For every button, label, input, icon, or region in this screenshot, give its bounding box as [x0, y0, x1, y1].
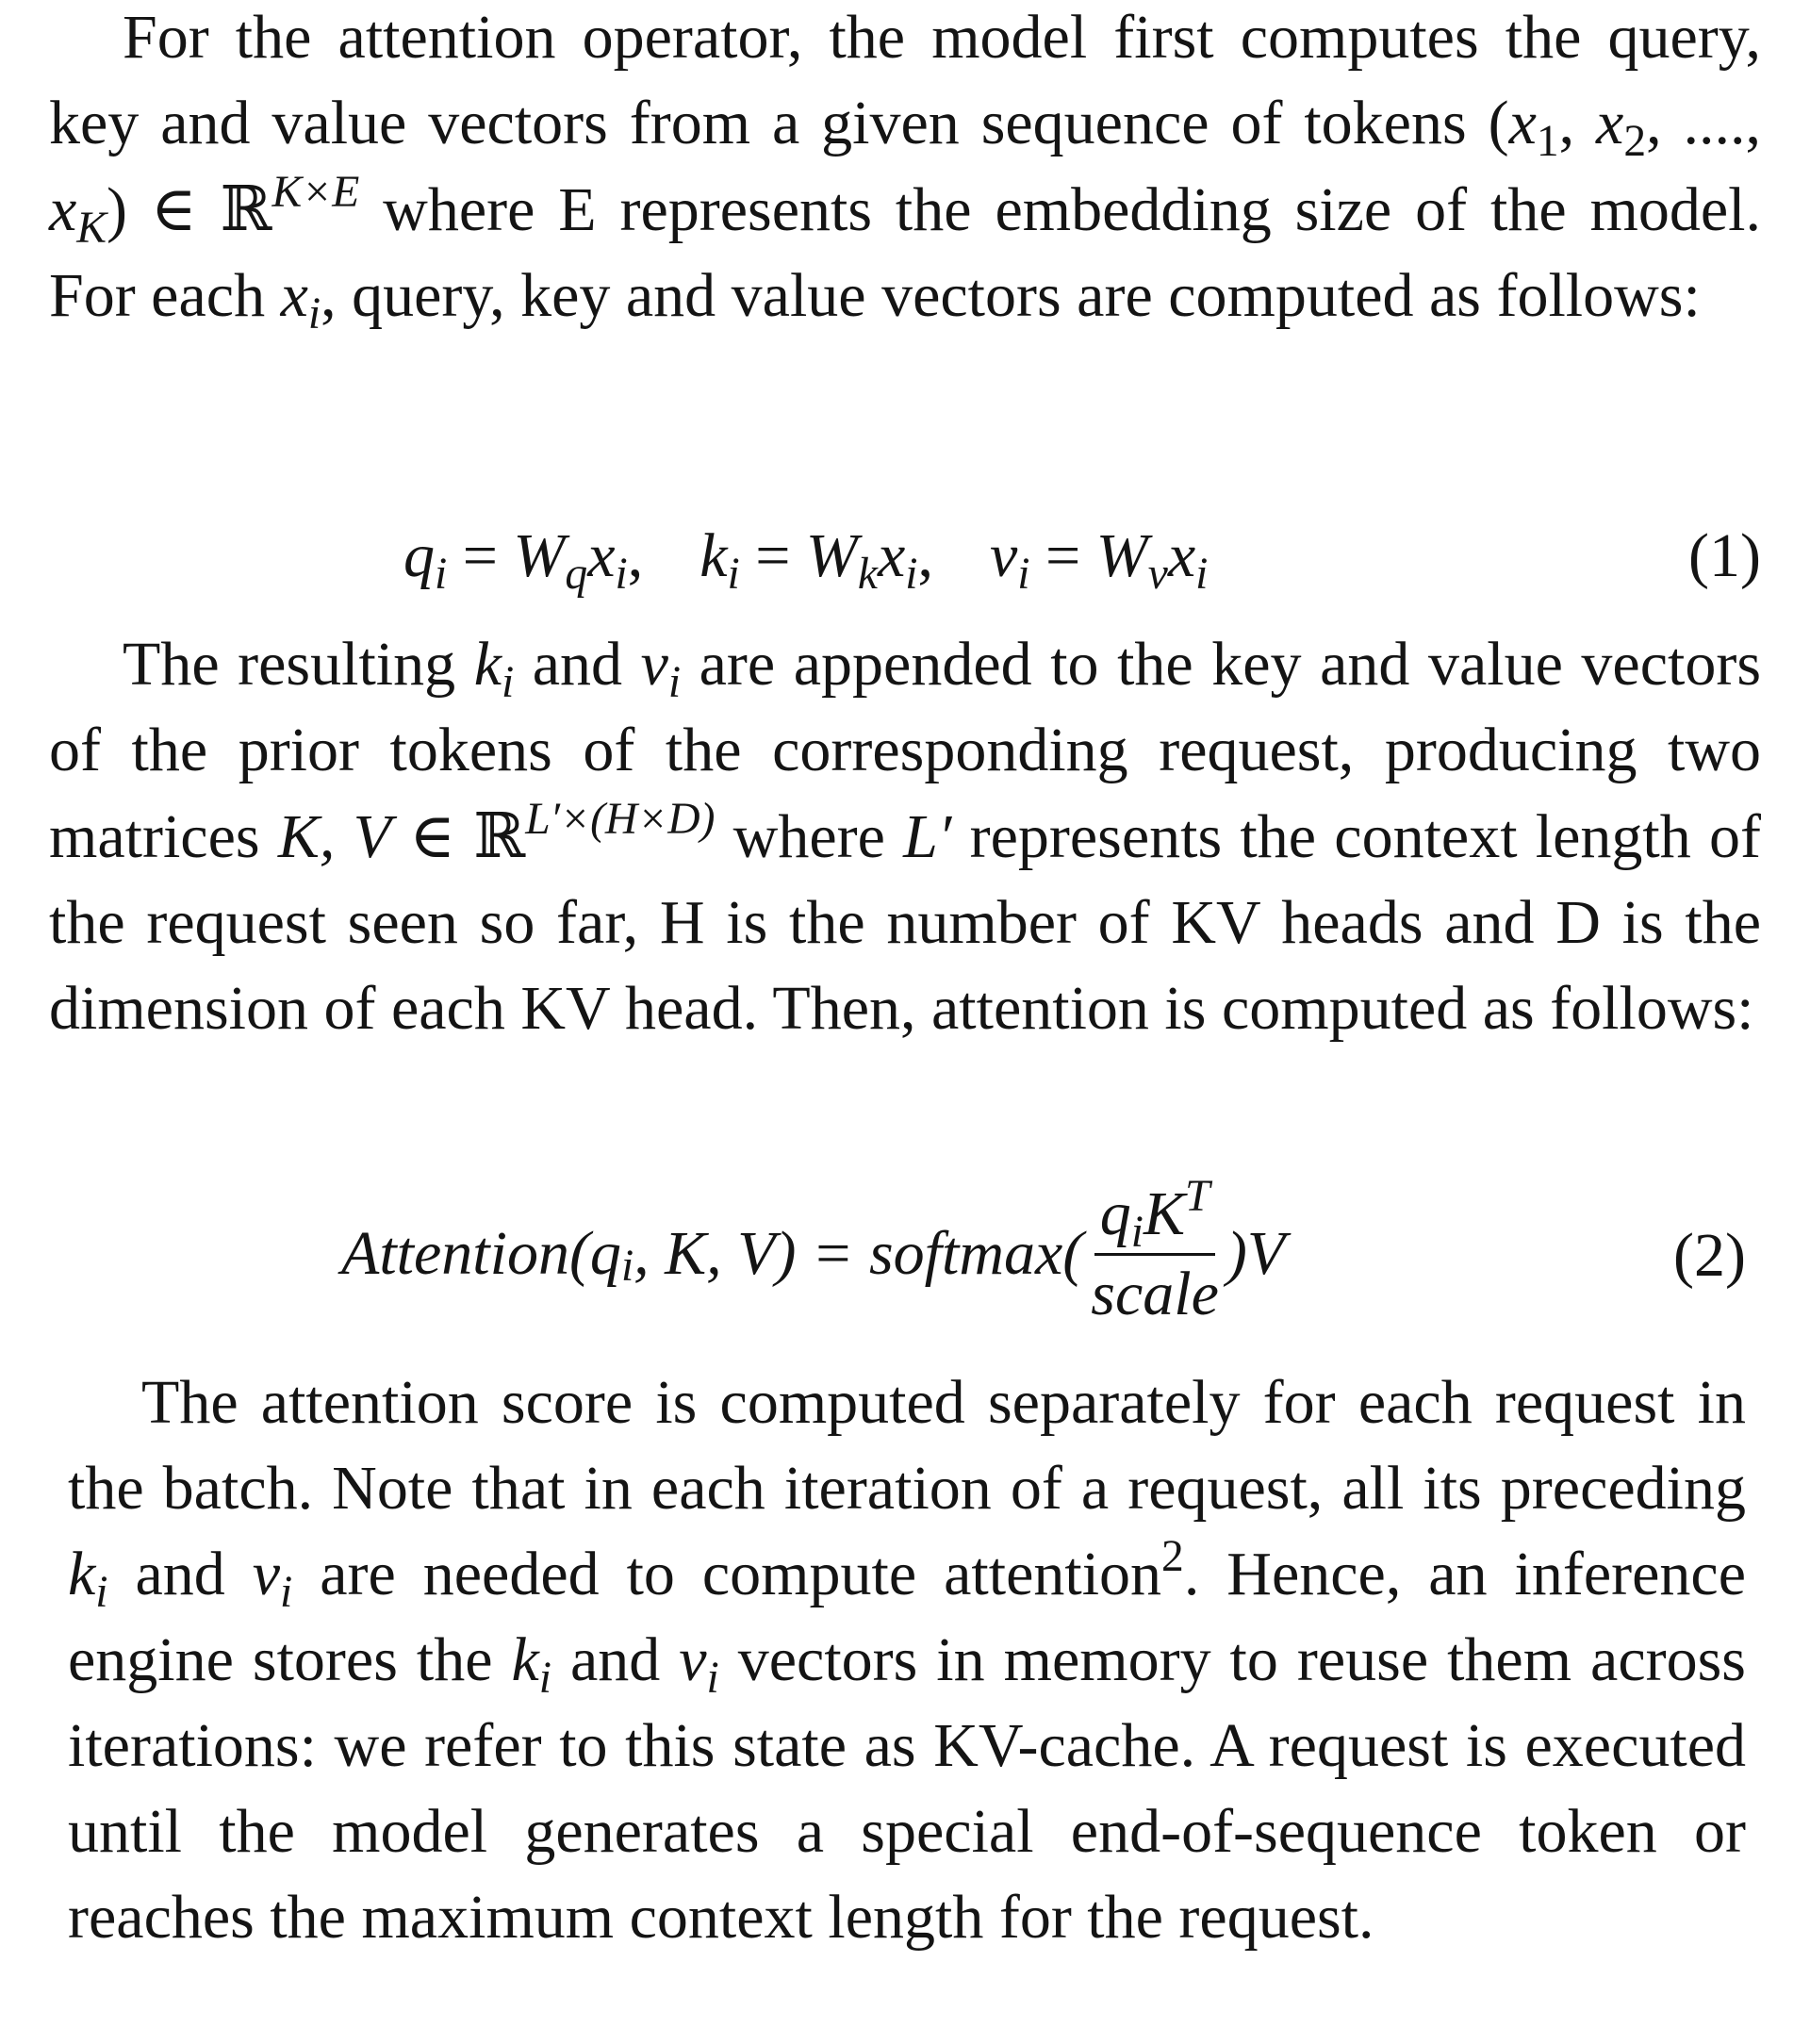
math-vi: $v_i$	[640, 630, 682, 708]
math-ki: $k_i$	[473, 630, 515, 708]
equation-qkv: $q_i = W_qx_i$, $k_i = W_kx_i$, $v_i = W_vx_i$	[403, 521, 1209, 600]
math-vi: $v_i$	[252, 1540, 293, 1618]
math-xi: $x_i$	[280, 261, 321, 339]
math-reals: ℝ	[473, 799, 526, 872]
math-xk: $x_K$	[49, 175, 107, 254]
math-dim-lhd: L′×(H×D)	[525, 795, 716, 845]
paragraph-kv-matrices: The resulting $k_i$ and $v_i$ are appended to the key and value vectors of the prior tokens of the corresponding request, producing two matrices K, V ∈ ℝ$^{L'\times(H\times D)}$ where L′ represents the context length of the request seen so far, H is the number of KV heads and D is the dimension of each KV head. Then, attention is computed as follows:	[49, 630, 1762, 1043]
math-ki: $k_i$	[68, 1540, 108, 1618]
equation-attention: Attention(q $_i$ , K, V) = softmax( $\frac{q_iK^T}{\text{scale}}$ )V	[341, 1169, 1285, 1339]
math-vi: $v_i$	[679, 1625, 719, 1704]
math-lprime: L′	[903, 802, 952, 871]
math-ki: $k_i$	[511, 1625, 551, 1704]
paragraph-text: For the attention operator, the model first computes the query, key and value vectors from a given sequence of tokens (	[49, 3, 1761, 157]
math-dim-ke: K×E	[272, 168, 360, 218]
math-x1: $x_1$	[1508, 89, 1559, 167]
footnote-marker[interactable]: 2	[1161, 1532, 1184, 1582]
paragraph-attention-operator: For the attention operator, the model first computes the query, key and value vectors from a given sequence of tokens ($x_1$, $x_2$, ...., $x_K$) ∈ ℝ$^{K\times E}$ where E represents the embedding size of the model. For each $x_i$, query, key and value vectors are computed as follows:	[49, 3, 1762, 339]
math-kv: K, V	[277, 802, 391, 871]
math-reals: ℝ	[220, 173, 272, 245]
paragraph-kv-cache: The attention score is computed separately for each request in the batch. Note that in each iteration of a request, all its preceding $k_i$ and $v_i$ are needed to compute attention$^2$. Hence, an inference engine stores the $k_i$ and $v_i$ vectors in memory to reuse them across iterations: we refer to this state as KV-cache. A request is executed until the model generates a special end-of-sequence token or reaches the maximum context length for the request.	[68, 1368, 1747, 1952]
math-x2: $x_2$	[1596, 89, 1647, 167]
equation-number-2: (2)	[1673, 1221, 1746, 1290]
fraction-qkt-over-scale: $\frac{q_iK^T}{\text{scale}}$	[1091, 1171, 1219, 1328]
equation-number-1: (1)	[1688, 521, 1761, 590]
